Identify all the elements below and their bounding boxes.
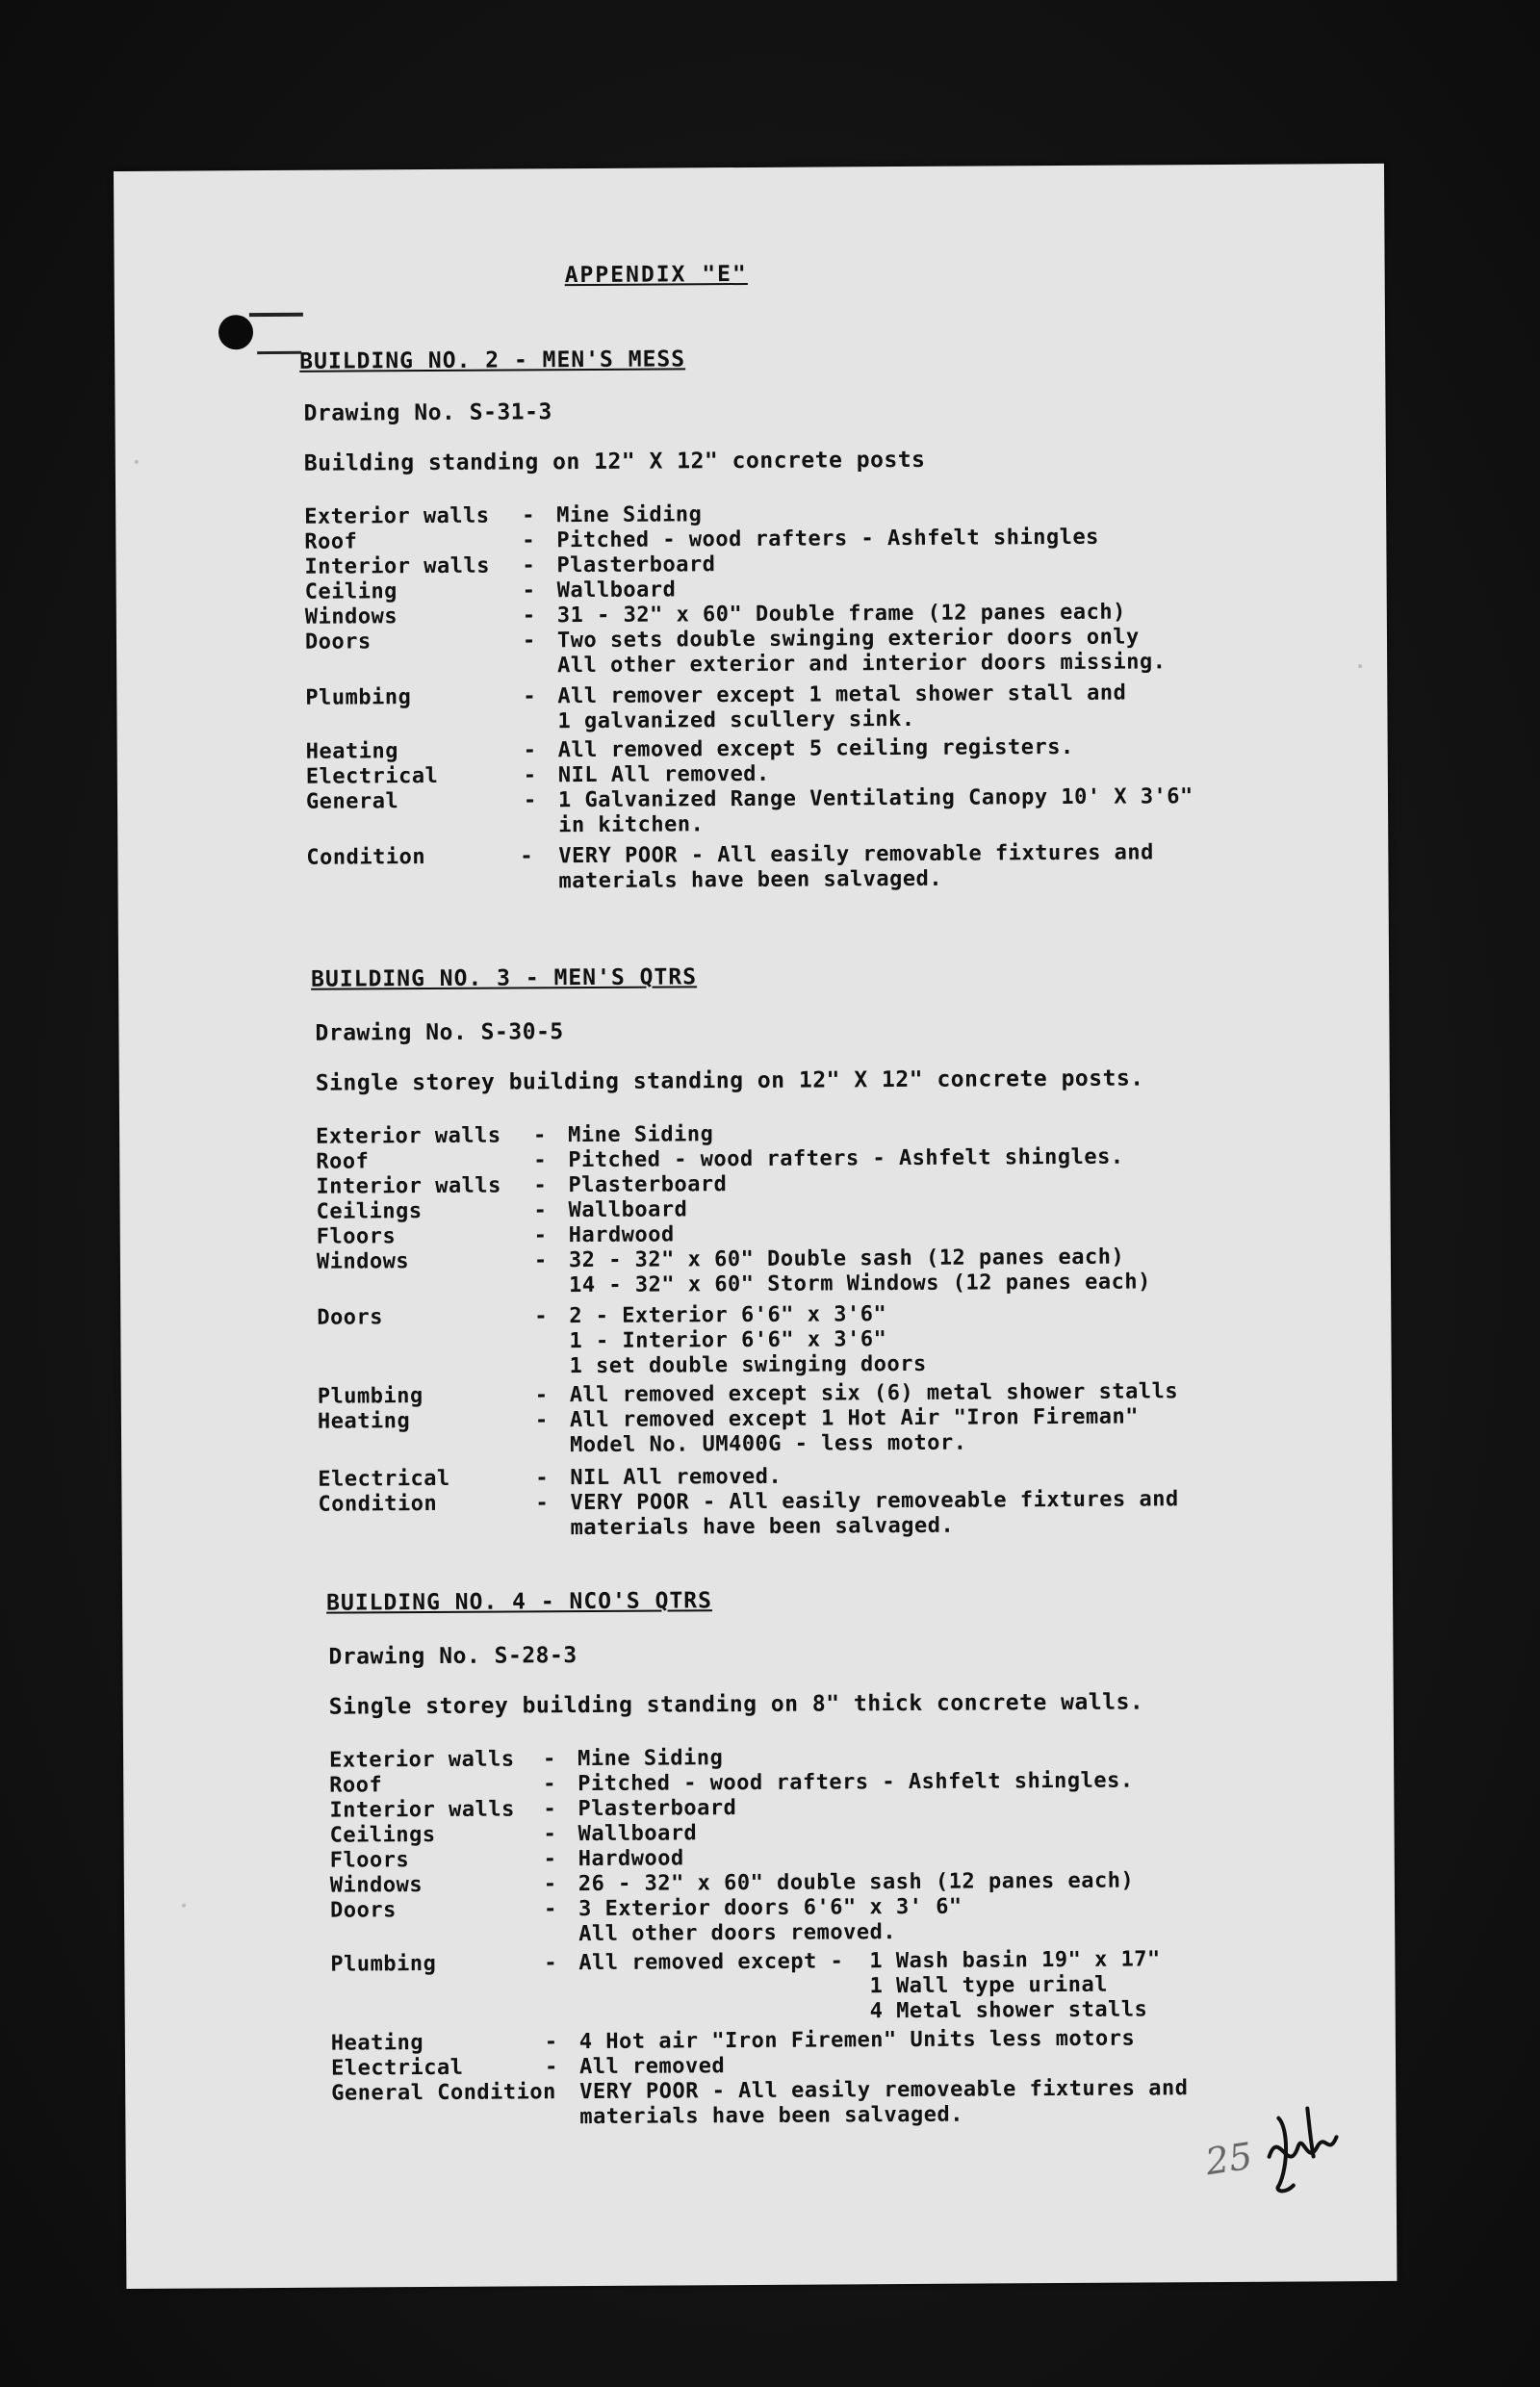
spec-value: NIL All removed.	[570, 1464, 783, 1491]
dash: -	[543, 1747, 556, 1772]
spec-value: Mine Siding	[568, 1122, 714, 1148]
spec-label: Windows	[329, 1873, 424, 1898]
dash: -	[523, 684, 537, 709]
spec-value: Mine Siding	[556, 502, 703, 528]
spec-label: Floors	[316, 1224, 397, 1249]
spec-value-continued: All other doors removed.	[578, 1920, 897, 1947]
dash: -	[533, 1223, 548, 1248]
spec-value: NIL All removed.	[557, 761, 770, 788]
dash: -	[544, 2030, 558, 2055]
dash: -	[535, 1491, 550, 1516]
scan-speck	[182, 1904, 186, 1908]
spec-value: Wallboard	[568, 1197, 688, 1223]
spec-label: Electrical	[318, 1466, 450, 1492]
spec-value: All removed except 5 ceiling registers.	[557, 734, 1074, 763]
spec-label: General Condition	[331, 2080, 556, 2106]
dash: -	[522, 578, 536, 603]
spec-label: Condition	[306, 845, 426, 870]
dash: -	[523, 788, 537, 813]
page-number: 25	[1202, 2134, 1255, 2184]
appendix-title: APPENDIX "E"	[564, 261, 748, 289]
spec-value: VERY POOR - All easily removeable fixtures and	[570, 1487, 1179, 1516]
dash: -	[520, 844, 534, 869]
spec-label: Interior walls	[316, 1173, 501, 1199]
dash: -	[522, 528, 536, 553]
spec-value: Two sets double swinging exterior doors only	[556, 625, 1140, 654]
spec-value-continued: Model No. UM400G - less motor.	[570, 1430, 967, 1458]
spec-label: Plumbing	[317, 1384, 424, 1409]
spec-label: Heating	[317, 1409, 411, 1434]
spec-label: Electrical	[305, 763, 439, 789]
spec-value-continued: materials have been salvaged.	[570, 1513, 955, 1541]
dash: -	[533, 1173, 548, 1198]
dash: -	[544, 2055, 558, 2080]
margin-mark	[249, 313, 303, 317]
spec-value-continued: 1 set double swinging doors	[569, 1351, 927, 1379]
dash: -	[533, 1148, 548, 1173]
spec-value: All removed except 1 Hot Air "Iron Fireman"	[569, 1404, 1140, 1433]
spec-value: Plasterboard	[578, 1796, 737, 1822]
spec-value: Hardwood	[568, 1222, 675, 1248]
spec-value: Pitched - wood rafters - Ashfelt shingles	[556, 525, 1099, 553]
dash: -	[543, 1872, 557, 1897]
margin-mark	[257, 351, 301, 354]
spec-value: VERY POOR - All easily removable fixtures and	[558, 840, 1154, 869]
spec-label: Windows	[304, 604, 398, 629]
spec-value: All removed except six (6) metal shower stalls	[569, 1379, 1179, 1408]
scan-speck	[1358, 664, 1362, 668]
spec-label: Doors	[304, 629, 372, 654]
spec-label: Plumbing	[305, 685, 412, 710]
dash: -	[522, 553, 536, 578]
spec-value-continued: materials have been salvaged.	[579, 2102, 964, 2130]
dash: -	[544, 1951, 558, 1976]
dash: -	[522, 629, 536, 654]
spec-label: Heating	[330, 2031, 424, 2056]
dash: -	[522, 603, 536, 629]
dash: -	[523, 738, 537, 763]
spec-label: Doors	[317, 1305, 384, 1330]
spec-label: Doors	[329, 1898, 397, 1923]
spec-value: Wallboard	[556, 578, 677, 603]
spec-value: Plasterboard	[568, 1172, 728, 1198]
spec-value: All removed	[578, 2054, 726, 2080]
building-heading: BUILDING NO. 4 - NCO'S QTRS	[326, 1588, 713, 1616]
spec-value: Wallboard	[578, 1821, 698, 1847]
spec-label: Roof	[329, 1773, 383, 1798]
spec-value: 4 Hot air "Iron Firemen" Units less motors	[578, 2026, 1136, 2055]
dash: -	[543, 1897, 557, 1922]
spec-value: All remover except 1 metal shower stall and	[557, 680, 1127, 709]
building-heading: BUILDING NO. 2 - MEN'S MESS	[299, 346, 686, 374]
spec-value: 3 Exterior doors 6'6" x 3' 6"	[578, 1894, 962, 1922]
drawing-number: Drawing No. S-28-3	[328, 1643, 578, 1670]
standing-description: Single storey building standing on 12" X 12" concrete posts.	[315, 1065, 1144, 1096]
scan-speck	[135, 460, 139, 464]
spec-label: Electrical	[330, 2055, 464, 2081]
spec-value: All removed except -	[578, 1949, 844, 1976]
document-page	[114, 164, 1397, 2289]
spec-label: Exterior walls	[329, 1747, 515, 1773]
spec-value-continued: materials have been salvaged.	[558, 866, 943, 894]
dash: -	[543, 1772, 557, 1797]
spec-value: Pitched - wood rafters - Ashfelt shingles.	[568, 1144, 1124, 1173]
dash: -	[535, 1466, 550, 1491]
spec-value: 26 - 32" x 60" double sash (12 panes each)	[578, 1868, 1135, 1897]
spec-label: Roof	[304, 529, 358, 554]
spec-value: 1 Galvanized Range Ventilating Canopy 10' X 3'6"	[557, 784, 1194, 813]
spec-label: Ceilings	[329, 1822, 436, 1848]
spec-label: Ceilings	[316, 1199, 423, 1224]
spec-value: 32 - 32" x 60" Double sash (12 panes each)	[568, 1245, 1125, 1273]
standing-description: Building standing on 12" X 12" concrete posts	[303, 447, 926, 476]
spec-value: VERY POOR - All easily removeable fixtures and	[579, 2076, 1189, 2105]
spec-value-continued: in kitchen.	[558, 812, 705, 838]
spec-label: General	[305, 789, 399, 814]
dash: -	[534, 1408, 549, 1433]
spec-value: Pitched - wood rafters - Ashfelt shingles.	[578, 1768, 1134, 1797]
spec-value-continued: All other exterior and interior doors missing.	[557, 650, 1167, 679]
standing-description: Single storey building standing on 8" thick concrete walls.	[328, 1689, 1144, 1720]
drawing-number: Drawing No. S-30-5	[315, 1019, 564, 1046]
dash: -	[534, 1304, 549, 1329]
dash: -	[523, 763, 537, 788]
building-heading: BUILDING NO. 3 - MEN'S QTRS	[311, 964, 698, 992]
spec-label: Interior walls	[304, 553, 491, 579]
spec-value: Mine Siding	[578, 1746, 724, 1772]
spec-label: Condition	[318, 1491, 438, 1517]
spec-value: 2 - Exterior 6'6" x 3'6"	[569, 1302, 887, 1329]
dash: -	[534, 1383, 549, 1408]
spec-value: Hardwood	[578, 1846, 684, 1872]
drawing-number: Drawing No. S-31-3	[303, 399, 552, 426]
spec-label: Heating	[305, 739, 398, 764]
dash: -	[543, 1797, 557, 1822]
dash: -	[533, 1123, 547, 1148]
spec-label: Interior walls	[329, 1797, 515, 1823]
spec-value-continued: 1 galvanized scullery sink.	[557, 706, 915, 734]
spec-value: Plasterboard	[556, 552, 716, 578]
dash: -	[543, 1847, 557, 1872]
dash: -	[522, 503, 536, 528]
spec-label: Plumbing	[330, 1951, 437, 1977]
spec-value-continued: 14 - 32" x 60" Storm Windows (12 panes each)	[569, 1270, 1151, 1298]
dash: -	[533, 1248, 548, 1273]
handwritten-initials	[1249, 2089, 1356, 2205]
spec-label: Exterior walls	[316, 1123, 501, 1149]
spec-value: 31 - 32" x 60" Double frame (12 panes each)	[556, 600, 1126, 629]
spec-label: Ceiling	[304, 579, 398, 604]
spec-value-continued: 1 - Interior 6'6" x 3'6"	[569, 1327, 887, 1354]
dash: -	[533, 1198, 548, 1223]
plumbing-item: 4 Metal shower stalls	[869, 1997, 1148, 2024]
spec-label: Floors	[329, 1848, 410, 1873]
dash: -	[543, 1822, 557, 1847]
spec-label: Windows	[316, 1249, 410, 1274]
plumbing-item: 1 Wash basin 19" x 17"	[869, 1947, 1161, 1974]
punch-hole	[218, 315, 253, 349]
spec-label: Roof	[316, 1149, 370, 1174]
spec-label: Exterior walls	[304, 503, 490, 529]
plumbing-item: 1 Wall type urinal	[869, 1972, 1109, 1999]
